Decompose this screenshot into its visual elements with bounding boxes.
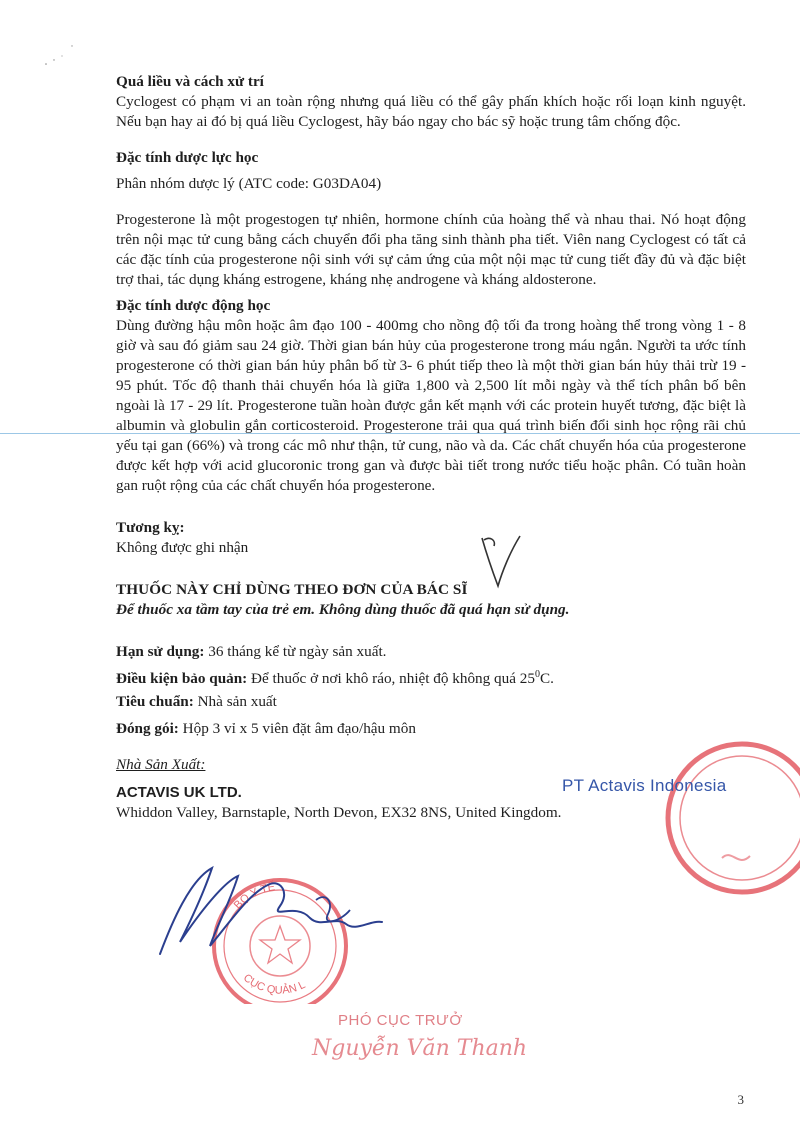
manufacturer-label: Nhà Sản Xuất: (116, 756, 206, 774)
storage-degree: 0 (534, 669, 540, 680)
signer-name: Nguyễn Văn Thanh (312, 1036, 528, 1061)
pharmacodynamics-heading: Đặc tính dược lực học (116, 149, 259, 166)
prescription-title: THUỐC NÀY CHỈ DÙNG THEO ĐƠN CỦA BÁC SĨ (116, 581, 468, 598)
storage-row (116, 665, 746, 689)
storage-label: Điều kiện bảo quản: (116, 670, 248, 688)
pharmacokinetics-heading: Đặc tính dược động học (116, 297, 271, 314)
handwritten-signature (120, 862, 400, 962)
expiry-row (116, 642, 746, 662)
scan-specks (40, 40, 80, 70)
expiry-label: Hạn sử dụng: (116, 643, 205, 660)
prescription-subtitle: Để thuốc xa tầm tay của trẻ em. Không dùng thuốc đã quá hạn sử dụng. (116, 601, 570, 618)
storage-unit: C. (539, 670, 554, 688)
standard-value: Nhà sản xuất (197, 693, 277, 711)
storage-value: Để thuốc ở nơi khô ráo, nhiệt độ không quá 25 (251, 670, 535, 688)
company-seal (652, 738, 800, 898)
page-number: 3 (737, 1092, 744, 1107)
pharmacodynamics-text: Progesterone là một progestogen tự nhiên, hormone chính của hoàng thể và nhau thai. Nó hoạt động trên nội mạc tử cung bằng cách chuyển đổi pha tăng sinh thành pha tiết. Viên nang Cyclogest có tất cả các đặc tính của progesterone nội sinh với sự cảm ứng của một nội mạc tử cung tiết đầy đủ và đặc biệt trợ thai, tác dụng kháng estrogene, kháng nhẹ androgene và kháng aldosterone. (116, 211, 746, 288)
company-stamp-text: PT Actavis Indonesia (562, 776, 727, 795)
incompatibility-heading: Tương kỵ: (116, 519, 185, 536)
standard-label: Tiêu chuẩn: (116, 693, 194, 711)
pharmacokinetics-text: Dùng đường hậu môn hoặc âm đạo 100 - 400mg cho nồng độ tối đa trong hoàng thể trong vòng 1 - 8 giờ và sau đó giảm sau 24 giờ. Thời gian bán hủy của progesterone trong máu ngắn. Người ta ước tính progesterone có thời gian bán hủy phân bố từ 3- 6 phút tiếp theo là một thời gian bán hủy thải trừ 19 - 95 phút. Tốc độ thanh thải chuyển hóa là giữa 1,800 và 2,500 lít mỗi ngày và thể tích phân bố bên ngoài là 17 - 29 lít. Progesterone tuần hoàn được gắn kết mạnh với các protein huyết tương, đặc biệt là albumin và globulin gắn corticosteroid. Progesterone trải qua quá trình biến đổi sinh học rộng rãi chủ yếu tại gan (66%) và trong các mô như thận, tử cung, não và da. Các chất chuyển hóa của progesterone được kết hợp với acid glucoronic trong gan và được bài tiết trong nước tiểu hoặc phân. Có tuần hoàn gan ruột rộng của các chất chuyển hóa progesterone. (116, 317, 746, 494)
expiry-value: 36 tháng kể từ ngày sản xuất. (208, 643, 387, 660)
standard-row (116, 692, 746, 712)
handwritten-mark (476, 532, 526, 596)
overdose-heading: Quá liều và cách xử trí (116, 73, 264, 90)
seal-bottom-text: CỤC QUẢN L (240, 971, 308, 997)
official-title: PHÓ CỤC TRƯỞ (338, 1012, 463, 1029)
document-body (116, 72, 746, 823)
atc-code: Phân nhóm dược lý (ATC code: G03DA04) (116, 175, 382, 192)
manufacturer-name: ACTAVIS UK LTD. (116, 784, 242, 802)
packaging-label: Đóng gói: (116, 720, 179, 738)
seal-top-text: BỘ Y TẾ (231, 881, 276, 912)
packaging-value: Hộp 3 vỉ x 5 viên đặt âm đạo/hậu môn (182, 720, 416, 738)
overdose-text: Cyclogest có phạm vi an toàn rộng nhưng quá liều có thể gây phấn khích hoặc rối loạn kinh nguyệt. Nếu bạn hay ai đó bị quá liều Cyclogest, hãy báo ngay cho bác sỹ hoặc trung tâm chống độc. (116, 93, 746, 130)
manufacturer-address: Whiddon Valley, Barnstaple, North Devon, EX32 8NS, United Kingdom. (116, 804, 562, 822)
packaging-row (116, 719, 746, 739)
incompatibility-text: Không được ghi nhận (116, 539, 249, 556)
